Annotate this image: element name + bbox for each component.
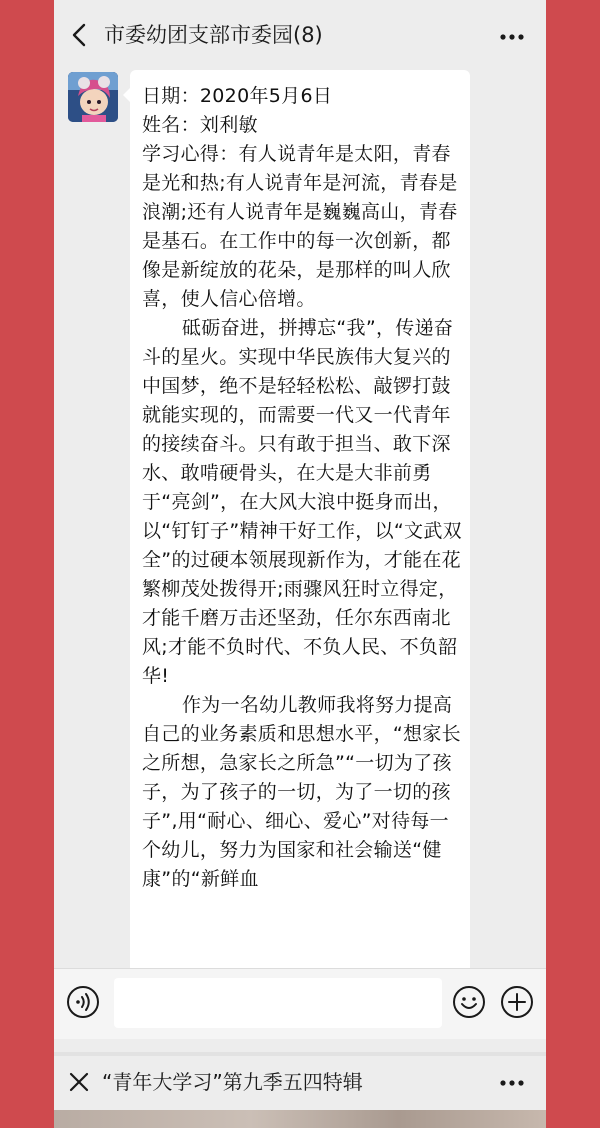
- more-dots-icon[interactable]: [500, 1080, 524, 1086]
- mini-program-title[interactable]: “青年大学习”第九季五四特辑: [102, 1070, 363, 1094]
- message-paragraph: 砥砺奋进，拼搏忘“我”，传递奋斗的星火。实现中华民族伟大复兴的中国梦，绝不是轻轻松松、敲锣打鼓就能实现的，而需要一代又一代青年的接续奋斗。只有敢于担当、敢下深水、敢啃硬骨头，在大是大非前勇于“亮剑”，在大风大浪中挺身而出，以“钉钉子”精神干好工作，以“文武双全”的过硬本领展现新作为，才能在花繁柳茂处拨得开;雨骤风狂时立得定，才能千磨万击还坚劲，任尔东西南北风;才能不负时代、不负人民、不负韶华!: [142, 317, 462, 687]
- chat-title: 市委幼团支部市委园(8): [104, 23, 323, 47]
- message-paragraph: 作为一名幼儿教师我将努力提高自己的业务素质和思想水平，“想家长之所想，急家长之所急”“一切为了孩子，为了孩子的一切，为了一切的孩子”,用“耐心、细心、爱心”对待每一个幼儿，努力为国家和社会输送“健康”的“新鲜血: [142, 694, 461, 890]
- message-paragraph: 学习心得：有人说青年是太阳，青春是光和热;有人说青年是河流，青春是浪潮;还有人说青年是巍巍高山，青春是基石。在工作中的每一次创新，都像是新绽放的花朵，是那样的叫人欣喜，使人信心倍增。: [142, 143, 458, 310]
- avatar-image: [68, 72, 118, 122]
- chevron-left-icon[interactable]: [66, 21, 94, 49]
- message-bubble[interactable]: [130, 70, 470, 968]
- message-list[interactable]: [54, 70, 546, 968]
- chat-screen: [54, 0, 546, 1128]
- plus-icon[interactable]: [500, 985, 534, 1019]
- voice-icon[interactable]: [66, 985, 100, 1019]
- message-name: 姓名：刘利敏: [142, 114, 258, 136]
- more-dots-icon[interactable]: [500, 34, 524, 40]
- message-text: [142, 82, 462, 894]
- chat-header: [54, 0, 546, 70]
- message-input[interactable]: [114, 978, 442, 1028]
- mini-program-bar[interactable]: [54, 1056, 546, 1108]
- input-bar: [54, 968, 546, 1039]
- bubble-tail: [123, 88, 130, 102]
- message-date: 日期：2020年5月6日: [142, 85, 333, 107]
- avatar[interactable]: [68, 72, 118, 122]
- emoji-icon[interactable]: [452, 985, 486, 1019]
- background-strip: [54, 1110, 546, 1128]
- close-icon[interactable]: [68, 1071, 90, 1093]
